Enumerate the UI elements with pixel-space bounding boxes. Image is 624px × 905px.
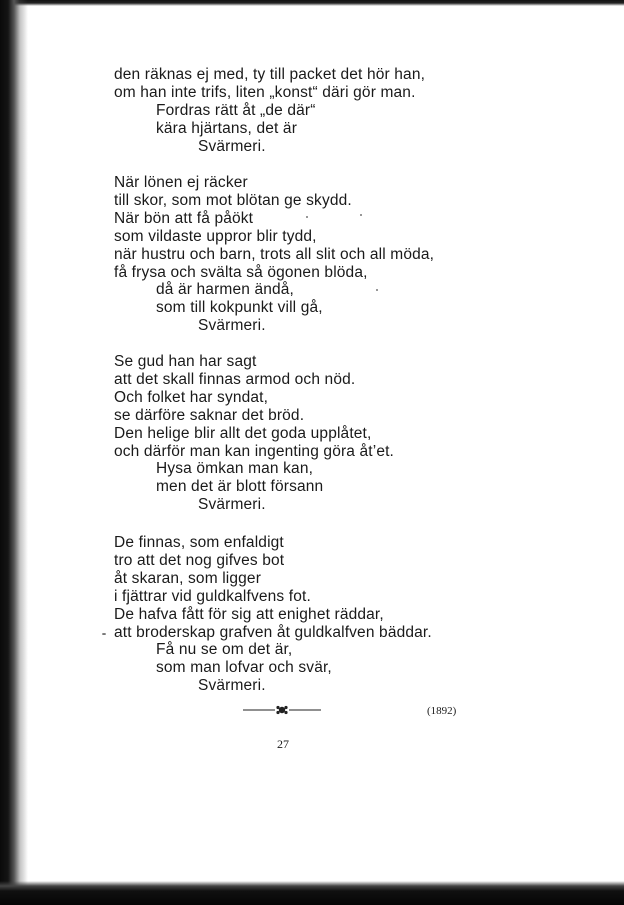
poem-line: som man lofvar och svär,: [156, 659, 332, 677]
poem-line: till skor, som mot blötan ge skydd.: [114, 191, 352, 209]
poem-line: att det skall finnas armod och nöd.: [114, 370, 356, 388]
poem-line: och därför man kan ingenting göra åt’et.: [114, 442, 395, 460]
scan-speck: [102, 633, 106, 635]
scan-speck: [306, 216, 308, 218]
poem-line: se därföre saknar det bröd.: [114, 406, 305, 424]
poem-line: Svärmeri.: [198, 137, 266, 155]
poem-line: Få nu se om det är,: [156, 641, 293, 659]
poem-line: Och folket har syndat,: [114, 388, 269, 406]
publication-year: (1892): [427, 705, 457, 717]
fleuron-rule-icon: [243, 703, 321, 717]
poem-line: När bön att få påökt: [114, 209, 254, 227]
poem-line: När lönen ej räcker: [114, 174, 248, 191]
poem-line: i fjättrar vid guldkalfvens fot.: [114, 587, 311, 605]
poem-line: Svärmeri.: [198, 677, 266, 695]
scan-speck: [360, 214, 362, 216]
poem-line: Den helige blir allt det goda upplåtet,: [114, 424, 372, 442]
poem-line: om han inte trifs, liten „konst“ däri gör man.: [114, 83, 416, 101]
poem-line: åt skaran, som ligger: [114, 569, 262, 587]
poem-line: Svärmeri.: [198, 317, 266, 335]
page-number: 27: [277, 737, 289, 751]
poem-line: som vildaste uppror blir tydd,: [114, 227, 317, 245]
poem-line: De hafva fått för sig att enighet räddar,: [114, 605, 384, 623]
poem-line: Se gud han har sagt: [114, 353, 257, 370]
poem-line: De finnas, som enfaldigt: [114, 534, 284, 551]
poem-line: Fordras rätt åt „de där“: [156, 101, 316, 119]
poem-line: när hustru och barn, trots all slit och all möda,: [114, 245, 435, 263]
poem-line: kära hjärtans, det är: [156, 119, 297, 137]
poem-line: att broderskap grafven åt guldkalfven bäddar.: [114, 623, 432, 641]
poem-line: men det är blott försann: [156, 478, 324, 496]
poem-line: tro att det nog gifves bot: [114, 551, 285, 569]
poem-line: då är harmen ändå,: [156, 281, 294, 299]
scan-speck: [376, 289, 378, 291]
poem-line: Svärmeri.: [198, 496, 266, 514]
scan-border-bottom: [0, 881, 624, 905]
scan-border-left: [0, 0, 28, 905]
scan-border-top: [0, 0, 624, 6]
poem-line: den räknas ej med, ty till packet det hör han,: [114, 66, 426, 83]
poem-line: Hysa ömkan man kan,: [156, 460, 314, 478]
poem-line: som till kokpunkt vill gå,: [156, 299, 323, 317]
poem-line: få frysa och svälta så ögonen blöda,: [114, 263, 368, 281]
